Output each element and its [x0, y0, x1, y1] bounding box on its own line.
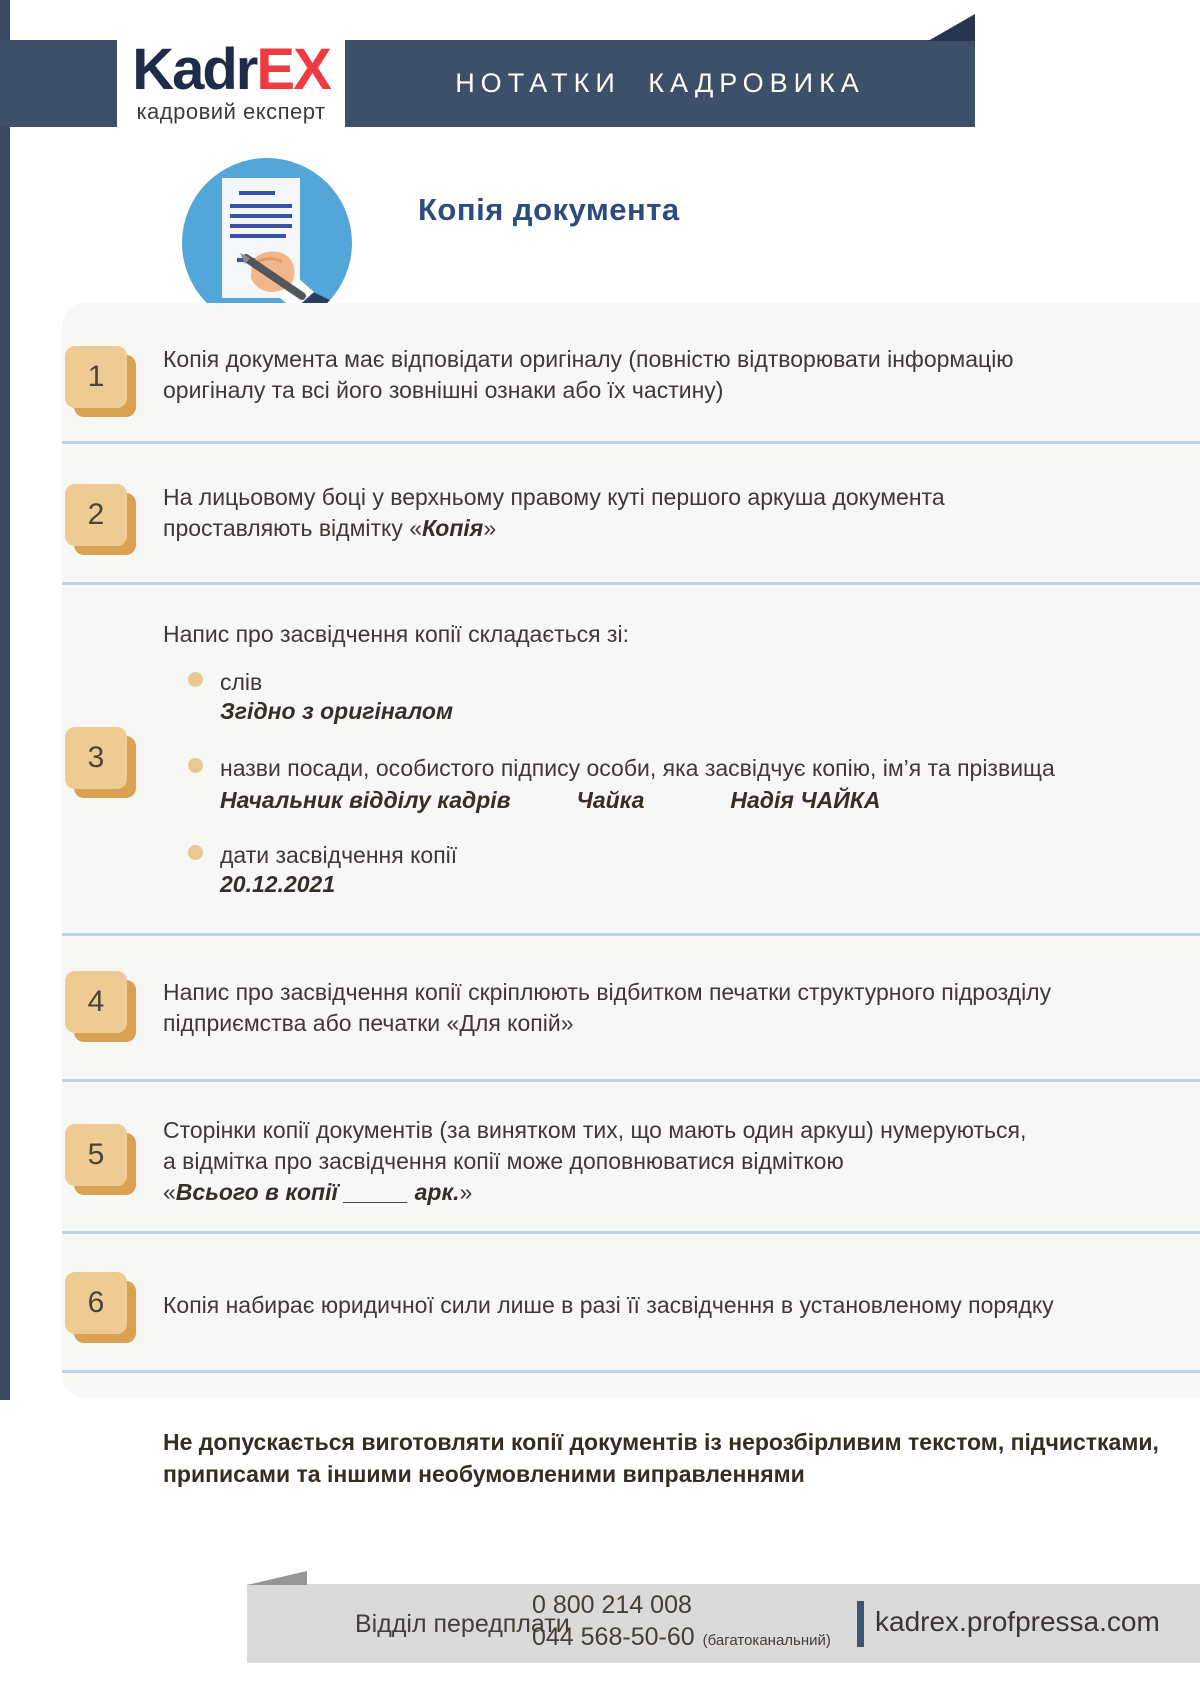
divider-2	[62, 582, 1200, 585]
footer-phone-note: (багатоканальний)	[702, 1632, 831, 1649]
footer-phone-1: 0 800 214 008	[532, 1591, 692, 1619]
item-5-line-3-suffix: »	[459, 1179, 473, 1205]
item-4-line-1: Напис про засвідчення копії скріплюють відбитком печатки структурного підрозділу	[163, 979, 1052, 1005]
page-title: Копія документа	[418, 192, 680, 227]
bullet-3-dot	[188, 845, 203, 860]
item-5-line-3	[163, 1177, 1026, 1208]
footer-department-label: Відділ передплати	[355, 1610, 570, 1638]
footer-phone-2: 044 568-50-60	[532, 1623, 695, 1651]
bullet-1-value: Згідно з оригіналом	[220, 698, 453, 724]
warning-note-line-1: Не допускається виготовляти копії документів із нерозбірливим текстом, підчистками,	[163, 1429, 1159, 1455]
footer-site-url[interactable]: kadrex.profpressa.com	[875, 1606, 1160, 1637]
kadrex-logo	[117, 37, 345, 127]
item-1-badge	[65, 346, 127, 408]
item-2-line-1: На лицьовому боці у верхньому правому куті першого аркуша документа	[163, 484, 945, 510]
logo-kadr: Kadr	[132, 37, 257, 102]
footer-phone-2-row	[532, 1623, 831, 1652]
left-accent-stripe	[0, 0, 10, 1400]
item-3-heading: Напис про засвідчення копії складається зі:	[163, 621, 629, 647]
bullet-2-value	[220, 786, 881, 814]
warning-note	[163, 1426, 1159, 1490]
item-1-line-2: оригіналу та всі його зовнішні ознаки або їх частину)	[163, 377, 724, 403]
footer-vertical-divider	[857, 1601, 864, 1647]
item-2-line-2-prefix: проставляють відмітку «	[163, 515, 423, 541]
logo-tagline: кадровий експерт	[136, 99, 326, 124]
item-2-line-2-suffix: »	[483, 515, 497, 541]
banner-fold-triangle	[928, 14, 975, 41]
warning-note-line-2: приписами та іншими необумовленими виправленнями	[163, 1461, 805, 1487]
footer-fold-triangle	[247, 1571, 307, 1585]
item-5-line-2: а відмітка про засвідчення копії може доповнюватися відміткою	[163, 1148, 844, 1174]
certifier-position: Начальник відділу кадрів	[220, 787, 511, 813]
item-4-badge	[65, 971, 127, 1033]
item-6-badge	[65, 1272, 127, 1334]
item-4-text	[163, 977, 1051, 1039]
item-2-badge	[65, 484, 127, 546]
item-4-number: 4	[87, 985, 105, 1018]
bullet-1-dot	[188, 672, 203, 687]
item-5-text	[163, 1115, 1026, 1208]
item-6-number: 6	[87, 1286, 105, 1319]
bullet-3-label: дати засвідчення копії	[220, 842, 458, 868]
divider-6	[62, 1370, 1200, 1373]
item-6-line-1: Копія набирає юридичної сили лише в разі її засвідчення в установленому порядку	[163, 1292, 1054, 1318]
logo-ex: EX	[256, 37, 330, 102]
item-2-text	[163, 482, 945, 544]
item-3-badge	[65, 727, 127, 789]
item-1-text	[163, 344, 1014, 406]
divider-1	[62, 441, 1200, 444]
item-6-text	[163, 1290, 1054, 1321]
item-5-number: 5	[87, 1138, 105, 1171]
certifier-signature: Чайка	[576, 787, 645, 813]
divider-5	[62, 1231, 1200, 1234]
bullet-3-value: 20.12.2021	[220, 871, 336, 897]
item-2-line-2	[163, 513, 945, 544]
divider-3	[62, 933, 1200, 936]
divider-4	[62, 1079, 1200, 1082]
item-1-line-1: Копія документа має відповідати оригіналу (повністю відтворювати інформацію	[163, 346, 1014, 372]
bullet-1-label: слів	[220, 669, 263, 695]
item-2-line-2-bold: Копія	[422, 515, 484, 541]
item-3-number: 3	[87, 741, 105, 774]
item-5-line-1: Сторінки копії документів (за винятком тих, що мають один аркуш) нумеруються,	[163, 1117, 1027, 1143]
kadrex-logo-text	[132, 37, 330, 102]
banner-title-wrap	[345, 40, 975, 127]
item-4-line-2: підприємства або печатки «Для копій»	[163, 1010, 574, 1036]
certifier-name: Надія ЧАЙКА	[730, 787, 881, 813]
bullet-2-label: назви посади, особистого підпису особи, яка засвідчує копію, ім’я та прізвища	[220, 755, 1055, 781]
footer-phones	[532, 1590, 831, 1652]
item-2-number: 2	[87, 498, 105, 531]
item-5-badge	[65, 1124, 127, 1186]
bullet-2-dot	[188, 758, 203, 773]
item-5-line-3-bold: Всього в копії _____ арк.	[175, 1179, 460, 1205]
banner-title: НОТАТКИ КАДРОВИКА	[455, 68, 865, 98]
item-1-number: 1	[87, 360, 105, 393]
item-5-line-3-prefix: «	[163, 1179, 176, 1205]
